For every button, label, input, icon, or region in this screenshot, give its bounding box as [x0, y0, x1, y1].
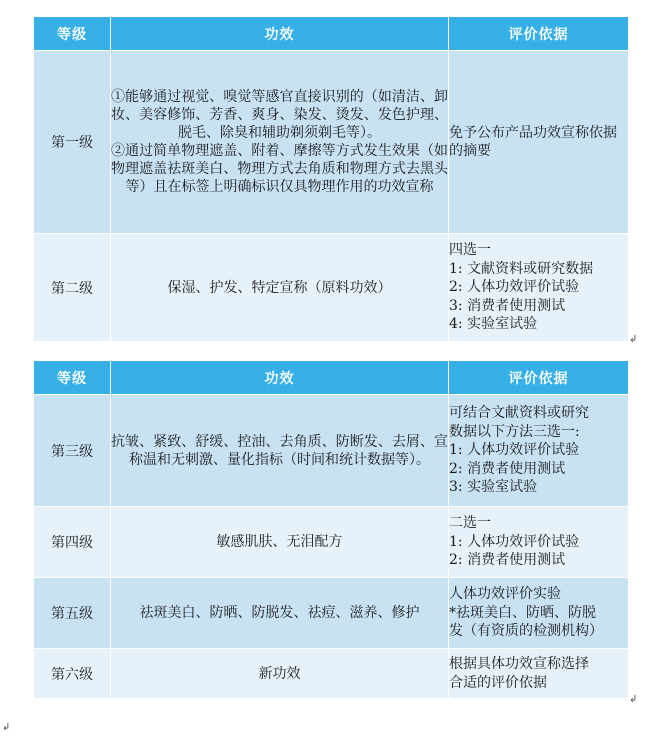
level-cell: 第一级 [34, 51, 111, 234]
effect-cell [111, 51, 449, 234]
basis-line: 1: 人体功效评价试验 [449, 533, 580, 550]
level-cell: 第三级 [34, 395, 111, 507]
header-effect: 功效 [111, 361, 449, 395]
effect-line: 抗皱、紧致、舒缓、控油、去角质、防断发、去屑、宣称温和无刺激、量化指标（时间和统计数据等）。 [111, 433, 448, 468]
header-effect: 功效 [111, 17, 449, 51]
level-cell: 第二级 [34, 234, 111, 342]
header-level: 等级 [34, 361, 111, 395]
basis-cell [449, 578, 629, 649]
table-row-level-6 [34, 649, 629, 699]
effect-cell [111, 395, 449, 507]
basis-line: 发（有资质的检测机构） [449, 623, 603, 640]
basis-cell [449, 51, 629, 234]
effect-line: 祛斑美白、防晒、防脱发、祛痘、滋养、修护 [139, 605, 420, 621]
basis-line: *祛斑美白、防晒、防脱 [449, 604, 596, 621]
basis-line: 2: 消费者使用测试 [449, 460, 566, 477]
basis-line: 数据以下方法三选一: [449, 423, 580, 440]
basis-line: 4: 实验室试验 [449, 316, 538, 333]
table-row-level-1 [34, 51, 629, 234]
basis-line: 根据具体功效宣称选择 [449, 656, 589, 672]
paragraph-mark: ↲ [2, 722, 11, 733]
header-basis: 评价依据 [449, 17, 629, 51]
evaluation-table-1 [33, 16, 629, 342]
basis-line: 人体功效评价实验 [449, 586, 561, 603]
basis-cell [449, 395, 629, 507]
basis-line: 3: 实验室试验 [449, 479, 538, 496]
effect-line: ②通过简单物理遮盖、附着、摩擦等方式发生效果（如物理遮盖祛斑美白、物理方式去角质和物理方式去黑头等）且在标签上明确标识仅具物理作用的功效宣称 [111, 143, 448, 195]
evaluation-table-2 [33, 360, 629, 699]
header-basis: 评价依据 [449, 361, 629, 395]
table-header-row [34, 17, 629, 51]
effect-cell [111, 649, 449, 699]
basis-cell [449, 649, 629, 699]
basis-line: 1: 文献资料或研究数据 [449, 260, 594, 277]
basis-line: 2: 消费者使用测试 [449, 552, 566, 569]
basis-line: 3: 消费者使用测试 [449, 297, 566, 314]
effect-line: 保湿、护发、特定宣称（原料功效） [167, 279, 392, 296]
effect-line: ①能够通过视觉、嗅觉等感官直接识别的（如清洁、卸妆、美容修饰、芳香、爽身、染发、烫发、发色护理、脱毛、除臭和辅助剃须剃毛等）。 [111, 89, 448, 141]
effect-cell [111, 234, 449, 342]
table-row-level-5 [34, 578, 629, 649]
header-level: 等级 [34, 17, 111, 51]
table-header-row [34, 361, 629, 395]
paragraph-mark: ↲ [629, 694, 638, 705]
basis-line: 四选一 [449, 242, 491, 259]
basis-line: 免予公布产品功效宣称依据的摘要 [449, 124, 617, 159]
level-cell: 第四级 [34, 507, 111, 578]
effect-cell [111, 507, 449, 578]
effect-line: 新功效 [258, 665, 301, 682]
basis-line: 可结合文献资料或研究 [449, 405, 589, 422]
basis-line: 1: 人体功效评价试验 [449, 442, 580, 459]
paragraph-mark: ↲ [629, 334, 638, 345]
basis-line: 合适的评价依据 [449, 674, 547, 691]
level-cell: 第五级 [34, 578, 111, 649]
basis-cell [449, 234, 629, 342]
effect-line: 敏感肌肤、无泪配方 [216, 534, 343, 550]
table-row-level-3 [34, 395, 629, 507]
effect-cell [111, 578, 449, 649]
table-row-level-2 [34, 234, 629, 342]
basis-cell [449, 507, 629, 578]
table-row-level-4 [34, 507, 629, 578]
basis-line: 2: 人体功效评价试验 [449, 279, 580, 296]
level-cell: 第六级 [34, 649, 111, 699]
basis-line: 二选一 [449, 515, 491, 532]
